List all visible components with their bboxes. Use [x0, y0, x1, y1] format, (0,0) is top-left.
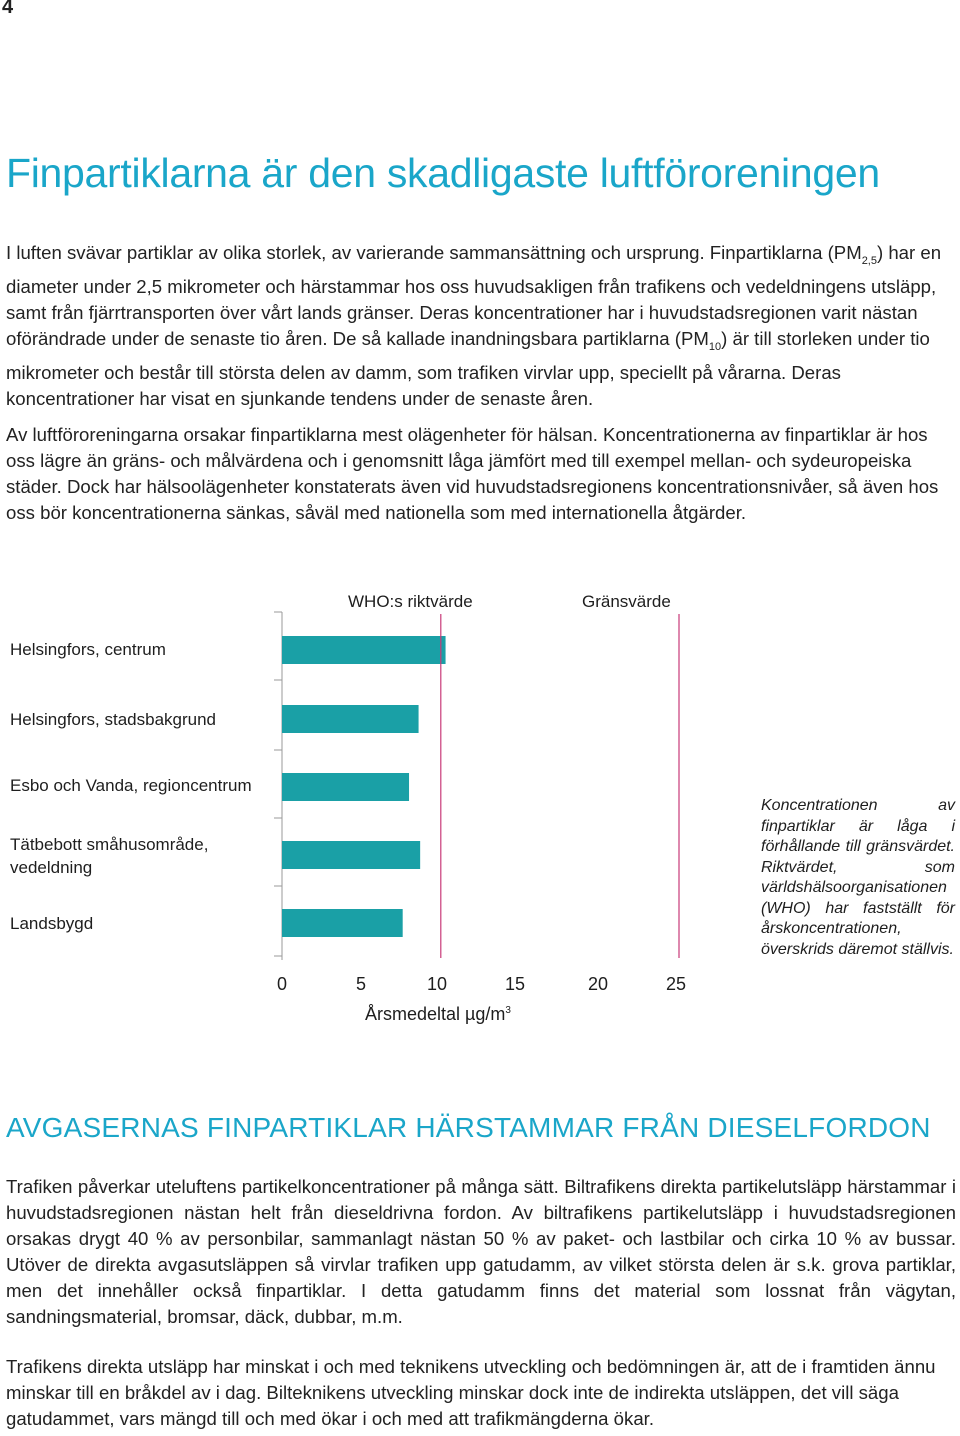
- bar-1: [282, 705, 419, 733]
- intro-text-c: ) är till storleken under tio mikrometer och består till största delen av damm, som trafiken virvlar upp, speciellt på vårarna. Deras koncentrationer har visat en sjunkande tendens under de senaste åren.: [6, 328, 930, 409]
- x-tick-label: 10: [426, 974, 448, 994]
- bar-2: [282, 773, 409, 801]
- section-paragraph-2: Trafikens direkta utsläpp har minskat i och med teknikens utveckling och bedömningen är, att de i framtiden ännu minskar till en bråkdel av i dag. Bilteknikens utveckling minskar dock inte de indirekta utsläppen, det vill säga gatudammet, vars mängd till och med ökar i och med att trafikmängderna ökar.: [6, 1356, 936, 1429]
- bar-0: [282, 636, 446, 664]
- pm25-subscript: 2,5: [861, 255, 877, 267]
- bar-3: [282, 841, 420, 869]
- category-label-countryside: Landsbygd: [10, 914, 94, 933]
- category-label-espoo-vantaa: Esbo och Vanda, regioncentrum: [10, 776, 252, 795]
- page-number: 4: [2, 0, 14, 18]
- pm10-subscript: 10: [708, 341, 722, 353]
- bar-4: [282, 909, 403, 937]
- x-tick-label: 20: [587, 974, 609, 994]
- x-tick-label: 0: [276, 974, 288, 994]
- intro-paragraph-1: [6, 240, 956, 412]
- who-guideline-label: WHO:s riktvärde: [348, 592, 473, 611]
- x-axis-label: [365, 1004, 511, 1025]
- x-tick-label: 15: [504, 974, 526, 994]
- intro-text-b: ) har en diameter under 2,5 mikrometer och härstammar hos oss huvudsakligen från trafikens och vedeldningens utsläpp, samt från fjärrtransporten över vårt lands gränser. Deras koncentrationer har i huvudstadsregionen varit nästan oförändrade under de senaste tio åren. De så kallade inandningsbara partiklarna (PM: [6, 242, 942, 349]
- section-heading: AVGASERNAS FINPARTIKLAR HÄRSTAMMAR FRÅN DIESELFORDON: [6, 1112, 931, 1143]
- limit-value-label: Gränsvärde: [582, 592, 671, 611]
- intro-paragraph-2: Av luftföroreningarna orsakar finpartiklarna mest olägenheter för hälsan. Koncentrationerna av finpartiklar är hos oss lägre än gräns- och målvärdena och i genomsnitt låga jämfört med till exempel mellan- och sydeuropeiska städer. Dock har hälsoolägenheter konstaterats även vid huvudstadsregionens koncentrationsnivåer, så även hos oss bör koncentrationerna sänkas, såväl med nationella som med internationella åtgärder.: [6, 424, 939, 523]
- section-paragraph-1: Trafiken påverkar uteluftens partikelkoncentrationer på många sätt. Biltrafikens direkta partikelutsläpp härstammar i huvudstadsregionen nästan helt från dieseldrivna fordon. Av biltrafikens partikelutsläpp i huvudstadsregionen orsakas drygt 40 % av personbilar, sammanlagt nästan 50 % av paket- och lastbilar och cirka 10 % av bussar. Utöver de direkta avgasutsläppen så virvlar trafiken upp gatudamm, av vilket största delen är s.k. grova partiklar, men det innehåller också finpartiklar. I detta gatudamm finns det material som lossnat från vägytan, sandningsmaterial, bromsar, däck, dubbar, m.m.: [6, 1176, 956, 1327]
- x-tick-label: 25: [665, 974, 687, 994]
- x-tick-label: 5: [355, 974, 367, 994]
- category-label-helsinki-background: Helsingfors, stadsbakgrund: [10, 710, 217, 729]
- category-label-small-house-area: Tätbebott småhusområde, vedeldning: [10, 835, 209, 877]
- x-axis-label-superscript: 3: [505, 1005, 511, 1016]
- page-title: Finpartiklarna är den skadligaste luftföroreningen: [6, 150, 880, 196]
- x-axis-label-text: Årsmedeltal µg/m: [365, 1004, 506, 1024]
- category-label-helsinki-centre: Helsingfors, centrum: [10, 640, 166, 659]
- chart-note: Koncentrationen av finpartiklar är låga i förhållande till gränsvärdet. Riktvärdet, som världshälsoorganisationen (WHO) har fastställt för årskoncentrationen, överskrids däremot ställvis.: [761, 797, 955, 958]
- intro-text-a: I luften svävar partiklar av olika storlek, av varierande sammansättning och ursprung. Finpartiklarna (PM: [6, 242, 862, 263]
